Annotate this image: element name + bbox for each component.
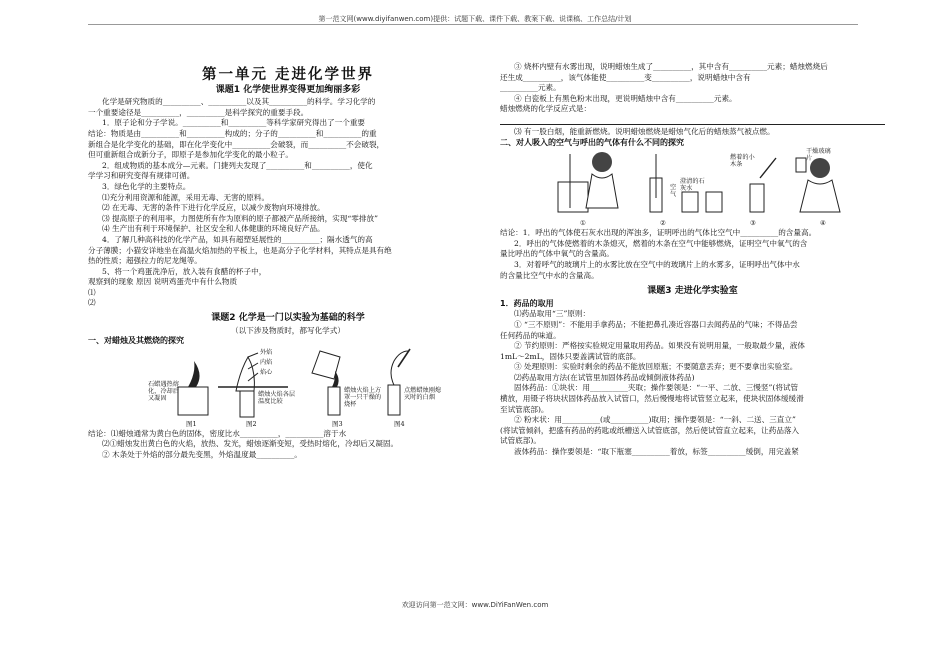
caption: 图4	[394, 419, 405, 428]
text-line: ⑴	[88, 287, 96, 297]
text-line: ③ 烧杯内壁有水雾出现，说明蜡烛生成了__________，其中含有__________元素；蜡烛燃烧后	[514, 62, 828, 71]
answer-line	[500, 115, 885, 125]
caption: ③	[750, 219, 756, 228]
text-line: ⑵药品取用方法(在试管里加固体药品或倾倒液体药品)	[514, 372, 695, 382]
air-label: 空气	[670, 184, 677, 199]
text-line: 固体药品：①块状：用__________夹取；操作要领是：“一平、二放、三慢竖”(将试管	[514, 383, 799, 393]
figure-captions	[550, 218, 885, 228]
section1-heading: 一、对蜡烛及其燃烧的探究	[88, 336, 184, 346]
text-line: __________元素。	[500, 83, 561, 93]
text-line: 试管底部)。	[500, 436, 541, 446]
text-line: 3．绿色化学的主要特点。	[102, 181, 191, 191]
lesson3-title: 课题3 走进化学实验室	[647, 286, 738, 297]
text-line: 的含量比空气中水的含量高。	[500, 270, 599, 280]
text-line: ⑴充分利用资源和能源，采用无毒、无害的原料。	[102, 192, 270, 202]
candle-figure	[148, 347, 458, 419]
text-line: 1．原子论和分子学说。__________和__________等科学家研究得出了一个重要	[102, 118, 366, 128]
inner-flame-label: 内焰	[260, 358, 273, 366]
person-head-icon	[592, 152, 612, 172]
text-line: 1mL～2mL，固体只要盖满试管的底部。	[500, 351, 641, 361]
text-line: ① “三不原则”：不能用手拿药品；不能把鼻孔凑近容器口去闻药品的气味；不得品尝	[514, 319, 798, 329]
text-line: 5、将一个鸡蛋洗净后，放入装有食醋的杯子中，	[102, 266, 267, 276]
test-tube-icon	[682, 192, 698, 212]
text-line: 观察到的现象 原因 说明鸡蛋壳中有什么物质	[88, 277, 238, 287]
text-line: 任何药品的味道。	[500, 330, 561, 340]
fig3-label: 蜡烛火焰上方罩一只干燥的烧杯	[344, 386, 382, 408]
caption: ②	[660, 219, 666, 228]
text-line: ② 木条处于外焰的部分最先变黑，外焰温度最__________。	[102, 450, 302, 460]
glass-plate-icon	[796, 158, 806, 172]
lesson1-title: 课题1 化学使世界变得更加绚丽多彩	[215, 84, 361, 95]
text-line: 新组合是化学变化的基础，即在化学变化中__________会破裂，而__________不会破裂，	[88, 139, 385, 149]
caption: 图2	[246, 419, 257, 428]
burning-stick-label: 燃着的小木条	[730, 154, 755, 169]
limewater-label: 澄清的石灰水	[680, 178, 705, 193]
caption: ①	[580, 219, 586, 228]
candle-shape	[328, 387, 340, 415]
jar-icon	[558, 182, 588, 212]
text-line: 结论：物质是由__________和__________构成的；分子的__________和__________的重	[88, 128, 377, 138]
text-line: 一个重要途径是__________，__________是科学探究的重要手段。	[88, 107, 309, 117]
caption: 图3	[332, 419, 343, 428]
text-line: ④ 白瓷板上有黑色粉末出现，更说明蜡烛中含有__________元素。	[514, 93, 737, 103]
unit-title: 第一单元 走进化学世界	[201, 67, 375, 83]
text-line: ⑶ 提高原子的利用率，力图使所有作为原料的原子都被产品所接纳，实现“零排放”	[102, 213, 378, 223]
left-column	[88, 62, 488, 461]
text-line: 学学习和研究变得有规律可循。	[88, 171, 195, 181]
lesson1-body	[88, 97, 488, 309]
stick-icon	[760, 158, 776, 178]
glass-plate-label: 干燥玻璃片	[806, 148, 831, 163]
text-line: 蜡烛燃烧的化学反应式是：	[500, 104, 592, 114]
outer-flame-label: 外焰	[260, 348, 273, 356]
core-flame-label: 焰心	[260, 368, 273, 376]
header-rule	[88, 24, 858, 25]
breath-figure	[550, 148, 850, 218]
page-footer: 欢迎访问第一范文网：www.DiYiFanWen.com	[401, 601, 549, 609]
text-line: 至试管底部)。	[500, 404, 549, 414]
text-line: ⑶ 有一股白烟，能重新燃烧。说明蜡烛燃烧是蜡烛气化后的蜡烛蒸气被点燃。	[514, 126, 775, 136]
text-line: 结论：⑴蜡烛通常为黄白色的固体，密度比水__________，__________溶于水	[88, 428, 347, 438]
text-line: 3．对着呼气的玻璃片上的水雾比放在空气中的玻璃片上的水雾多，证明呼出气体中水	[514, 259, 800, 269]
figure-captions	[148, 419, 488, 429]
candle-shape	[388, 385, 400, 415]
text-line: 4．了解几种高科技的化学产品，如具有超塑延展性的__________；隔水透气的高	[102, 234, 373, 244]
text-line: ⑵	[88, 298, 96, 308]
lesson2-title: 课题2 化学是一门以实验为基础的科学	[211, 313, 365, 324]
text-line: ⑴药品取用“三”原则：	[514, 309, 591, 319]
flame-layers-icon	[236, 357, 254, 391]
fig1-label: 石蜡遇热熔化，冷却后又凝固	[148, 380, 179, 402]
text-line: 还生成__________，该气体能使__________变__________，说明蜡烛中含有	[500, 72, 751, 82]
fig2-label: 蜡烛火焰各层温度比较	[258, 390, 296, 405]
person-body-icon	[800, 180, 840, 212]
text-line: (将试管倾斜，把盛有药品的药匙或纸槽送入试管底部，然后使试管直立起来，让药品落入	[500, 425, 800, 435]
text-line: ⑵ 在无毒、无害的条件下进行化学反应，以减少废物向环境排放。	[102, 203, 325, 213]
text-line: ② 节约原则：严格按实验规定用量取用药品。如果没有说明用量，一般取最少量，液体	[514, 341, 805, 351]
flame-icon	[188, 361, 200, 387]
test-tube-icon	[706, 192, 722, 212]
text-line: 液体药品：操作要领是：“取下瓶塞__________着放，标签__________缓倒，用完盖紧	[514, 447, 799, 457]
candle-illustration	[148, 347, 458, 419]
text-line: ② 粉末状：用__________(或__________)取用；操作要领是：“一斜、二送、三直立”	[514, 415, 796, 425]
text-line: 2．组成物质的基本成分—元素。门捷列夫发现了__________和__________，使化	[102, 160, 373, 170]
text-line: 但可重新组合成新分子，即原子是参加化学变化的最小粒子。	[88, 150, 294, 160]
person-body-icon	[586, 174, 618, 208]
text-line: ⑷ 生产出有利于环境保护、社区安全和人体健康的环境良好产品。	[102, 224, 325, 234]
caption: ④	[820, 219, 826, 228]
text-line: ③ 处理原则：实验时剩余的药品不能放回原瓶；不要随意丢弃；更不要拿出实验室。	[514, 362, 798, 372]
section2-heading: 二、对人吸入的空气与呼出的气体有什么不同的探究	[500, 137, 684, 147]
text-line: 横放，用镊子将块状固体药品放入试管口，然后慢慢地将试管竖立起来，使块状固体缓缓滑	[500, 394, 804, 404]
fig4-label: 点燃蜡烛刚熄灭时的白烟	[404, 386, 442, 401]
text-line: 热的性质；超强拉力的尼龙绳等。	[88, 256, 202, 266]
text-line: 结论：1．呼出的气体使石灰水出现的浑浊多，证明呼出的气体比空气中__________的含量高。	[500, 228, 817, 238]
text-line: 2．呼出的气体使燃着的木条熄灭，燃着的木条在空气中能够燃烧，证明空气中氧气的含	[514, 238, 808, 248]
lesson2-note: （以下涉及物质时，都写化学式）	[231, 325, 345, 335]
text-line: 化学是研究物质的__________、__________以及其__________的科学。学习化学的	[102, 97, 376, 107]
text-line: 分子薄膜；小猫安详地坐在高温火焰加热的平板上，也是高分子化学材料，其特点是具有绝	[88, 245, 392, 255]
right-column	[500, 62, 885, 458]
candle-shape	[240, 391, 254, 417]
text-line: 量比呼出的气体中氧气的含量高。	[500, 249, 614, 259]
text-line: ⑵①蜡烛发出黄白色的火焰，放热、发光，蜡烛逐渐变短，受热时熔化，冷却后又凝固。	[102, 439, 399, 449]
page-header: 第一范文网(www.diyifanwen.com)提供：试题下载、课件下载、教案下载、说课稿、工作总结/计划	[318, 15, 632, 23]
caption: 图1	[186, 419, 197, 428]
jar-icon	[750, 184, 764, 212]
section3-heading: 1．药品的取用	[500, 298, 554, 308]
